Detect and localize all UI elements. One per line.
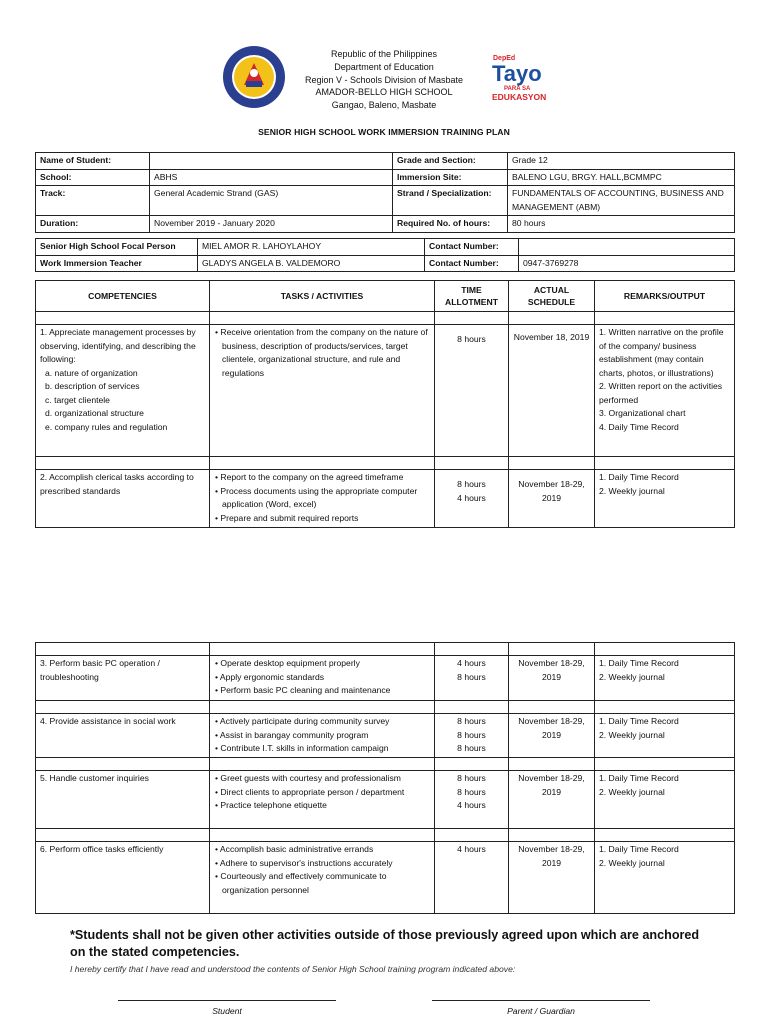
column-header: TIME ALLOTMENT <box>435 281 509 312</box>
tasks-cell <box>210 771 435 829</box>
strand-label: Strand / Specialization: <box>393 186 508 216</box>
time-value: 8 hours <box>457 773 486 783</box>
competency-text: 2. Accomplish clerical tasks according to prescribed standards <box>40 472 194 496</box>
schedule-cell: November 18-29, 2019 <box>509 656 595 701</box>
task-item: • Report to the company on the agreed timeframe <box>215 472 404 482</box>
spacer-row <box>36 643 735 656</box>
remark-item: 2. Weekly journal <box>599 786 665 797</box>
table-row <box>36 169 735 186</box>
header-line: AMADOR-BELLO HIGH SCHOOL <box>315 87 453 98</box>
time-value: 8 hours <box>457 334 486 344</box>
time-value: 8 hours <box>457 786 486 797</box>
schedule-cell: November 18-29, 2019 <box>509 470 595 528</box>
contact-label: Contact Number: <box>425 255 519 272</box>
time-cell <box>435 714 509 758</box>
training-plan-table <box>35 280 735 528</box>
strand-value: FUNDAMENTALS OF ACCOUNTING, BUSINESS AND MANAGEMENT (ABM) <box>508 186 735 216</box>
name-field[interactable] <box>150 153 393 170</box>
sub-item: b. description of services <box>45 381 140 391</box>
time-value: 8 hours <box>457 479 486 489</box>
spacer-row <box>36 701 735 714</box>
task-item: • Receive orientation from the company on the nature of business, description of products/services, target clientele, organizational structure, and rule and regulations <box>215 327 428 378</box>
duration-label: Duration: <box>36 216 150 233</box>
remark-item: 2. Weekly journal <box>599 485 665 496</box>
competency-cell: 3. Perform basic PC operation / troubleshooting <box>36 656 210 701</box>
schedule-cell: November 18-29, 2019 <box>509 771 595 829</box>
schedule-cell: November 18-29, 2019 <box>509 714 595 758</box>
table-row <box>36 656 735 701</box>
spacer-row <box>36 312 735 325</box>
remark-item: 3. Organizational chart <box>599 408 686 418</box>
tasks-cell <box>210 470 435 528</box>
task-item: • Actively participate during community survey <box>215 716 390 726</box>
student-info-table <box>35 152 735 233</box>
contacts-table <box>35 238 735 272</box>
tasks-cell <box>210 325 435 457</box>
competency-cell: 6. Perform office tasks efficiently <box>36 842 210 914</box>
spacer-row <box>36 758 735 771</box>
parent-signature-label: Parent / Guardian <box>507 1006 575 1016</box>
competency-cell <box>36 325 210 457</box>
competency-cell <box>36 470 210 528</box>
school-value: ABHS <box>150 169 393 186</box>
competency-cell: 5. Handle customer inquiries <box>36 771 210 829</box>
time-value: 4 hours <box>457 800 486 810</box>
task-item: • Courteously and effectively communicate to organization personnel <box>215 871 387 895</box>
time-value: 4 hours <box>457 658 486 668</box>
sub-item: d. organizational structure <box>45 408 144 418</box>
spacer-row <box>36 829 735 842</box>
sub-item: c. target clientele <box>45 394 110 405</box>
schedule-cell: November 18, 2019 <box>509 325 595 457</box>
time-cell <box>435 470 509 528</box>
task-item: • Prepare and submit required reports <box>215 512 359 523</box>
task-item: • Process documents using the appropriate computer application (Word, excel) <box>215 485 418 509</box>
logo-sub1-text: PARA SA <box>504 86 531 92</box>
remark-item: 2. Weekly journal <box>599 857 665 868</box>
column-header: TASKS / ACTIVITIES <box>210 281 435 312</box>
table-row <box>36 255 735 272</box>
remark-item: 1. Daily Time Record <box>599 716 679 726</box>
contact-field[interactable] <box>519 239 735 256</box>
task-item: • Direct clients to appropriate person / department <box>215 786 405 797</box>
tasks-cell <box>210 842 435 914</box>
focal-value: MIEL AMOR R. LAHOYLAHOY <box>198 239 425 256</box>
document-title: SENIOR HIGH SCHOOL WORK IMMERSION TRAINING PLAN <box>258 127 510 137</box>
table-row <box>36 771 735 829</box>
spacer-row <box>36 457 735 470</box>
contact-value: 0947-3769278 <box>519 255 735 272</box>
table-row <box>36 842 735 914</box>
remark-item: 2. Weekly journal <box>599 671 665 682</box>
remark-item: 1. Daily Time Record <box>599 472 679 482</box>
focal-label: Senior High School Focal Person <box>36 239 198 256</box>
header-line: Republic of the Philippines <box>330 49 438 59</box>
competency-cell: 4. Provide assistance in social work <box>36 714 210 758</box>
contact-label: Contact Number: <box>425 239 519 256</box>
logo-small-text: DepEd <box>493 55 516 62</box>
column-header: ACTUAL SCHEDULE <box>509 281 595 312</box>
time-value: 8 hours <box>457 716 486 726</box>
certification-text: I hereby certify that I have read and understood the contents of Senior High School training program indicated above: <box>70 964 516 974</box>
site-label: Immersion Site: <box>393 169 508 186</box>
task-item: • Assist in barangay community program <box>215 729 369 740</box>
duration-value: November 2019 - January 2020 <box>150 216 393 233</box>
header-line: Gangao, Baleno, Masbate <box>331 100 437 111</box>
track-value: General Academic Strand (GAS) <box>150 186 393 216</box>
task-item: • Operate desktop equipment properly <box>215 658 360 668</box>
grade-value: Grade 12 <box>508 153 735 170</box>
table-row <box>36 470 735 528</box>
time-value: 4 hours <box>457 844 486 854</box>
header-line: Region V - Schools Division of Masbate <box>304 74 464 85</box>
school-label: School: <box>36 169 150 186</box>
table-row <box>36 216 735 233</box>
student-signature-label: Student <box>212 1006 242 1016</box>
deped-tayo-logo-icon <box>490 49 552 105</box>
competency-text: 1. Appreciate management processes by observing, identifying, and describing the following: <box>40 327 196 364</box>
site-value: BALENO LGU, BRGY. HALL,BCMMPC <box>508 169 735 186</box>
column-header: COMPETENCIES <box>36 281 210 312</box>
tasks-cell <box>210 714 435 758</box>
time-value: 8 hours <box>457 729 486 740</box>
document-header <box>0 45 768 117</box>
table-row <box>36 325 735 457</box>
training-plan-table-continued <box>35 642 735 914</box>
remarks-cell <box>595 714 735 758</box>
remarks-cell <box>595 656 735 701</box>
teacher-value: GLADYS ANGELA B. VALDEMORO <box>198 255 425 272</box>
student-signature-line[interactable] <box>118 1000 336 1001</box>
task-item: • Contribute I.T. skills in information campaign <box>215 743 389 753</box>
time-cell <box>435 325 509 457</box>
remark-item: 1. Daily Time Record <box>599 773 679 783</box>
remark-item: 2. Written report on the activities performed <box>599 381 723 405</box>
remarks-cell <box>595 470 735 528</box>
remark-item: 2. Weekly journal <box>599 729 665 740</box>
task-item: • Greet guests with courtesy and professionalism <box>215 773 401 783</box>
sub-item: a. nature of organization <box>45 367 138 378</box>
header-line: Department of Education <box>334 61 434 72</box>
table-header-row <box>36 281 735 312</box>
remark-item: 1. Daily Time Record <box>599 844 679 854</box>
time-value: 8 hours <box>457 671 486 682</box>
remark-item: 1. Written narrative on the profile of the company/ business establishment (may contain charts, photos, or illustrations) <box>599 327 724 378</box>
notice-text: *Students shall not be given other activities outside of those previously agreed upon which are anchored on the stated competencies. <box>70 928 700 959</box>
remarks-cell <box>595 325 735 457</box>
hours-label: Required No. of hours: <box>393 216 508 233</box>
remark-item: 4. Daily Time Record <box>599 421 679 432</box>
time-value: 8 hours <box>457 743 486 753</box>
remarks-cell <box>595 842 735 914</box>
parent-signature-line[interactable] <box>432 1000 650 1001</box>
schedule-cell: November 18-29, 2019 <box>509 842 595 914</box>
task-item: • Adhere to supervisor's instructions accurately <box>215 857 393 868</box>
task-item: • Accomplish basic administrative errands <box>215 844 374 854</box>
header-text-block <box>270 48 498 112</box>
remarks-cell <box>595 771 735 829</box>
table-row <box>36 239 735 256</box>
hours-value: 80 hours <box>508 216 735 233</box>
time-value: 4 hours <box>457 492 486 503</box>
logo-sub2-text: EDUKASYON <box>492 92 547 102</box>
logo-main-text: Tayo <box>492 61 542 86</box>
time-cell <box>435 842 509 914</box>
task-item: • Practice telephone etiquette <box>215 800 327 810</box>
task-item: • Perform basic PC cleaning and maintenance <box>215 685 391 695</box>
column-header: REMARKS/OUTPUT <box>595 281 735 312</box>
grade-label: Grade and Section: <box>393 153 508 170</box>
task-item: • Apply ergonomic standards <box>215 671 325 682</box>
tasks-cell <box>210 656 435 701</box>
table-row <box>36 153 735 170</box>
table-row <box>36 714 735 758</box>
sub-item: e. company rules and regulation <box>45 421 168 432</box>
table-row <box>36 186 735 216</box>
remark-item: 1. Daily Time Record <box>599 658 679 668</box>
teacher-label: Work Immersion Teacher <box>36 255 198 272</box>
track-label: Track: <box>36 186 150 216</box>
name-label: Name of Student: <box>36 153 150 170</box>
time-cell <box>435 656 509 701</box>
time-cell <box>435 771 509 829</box>
